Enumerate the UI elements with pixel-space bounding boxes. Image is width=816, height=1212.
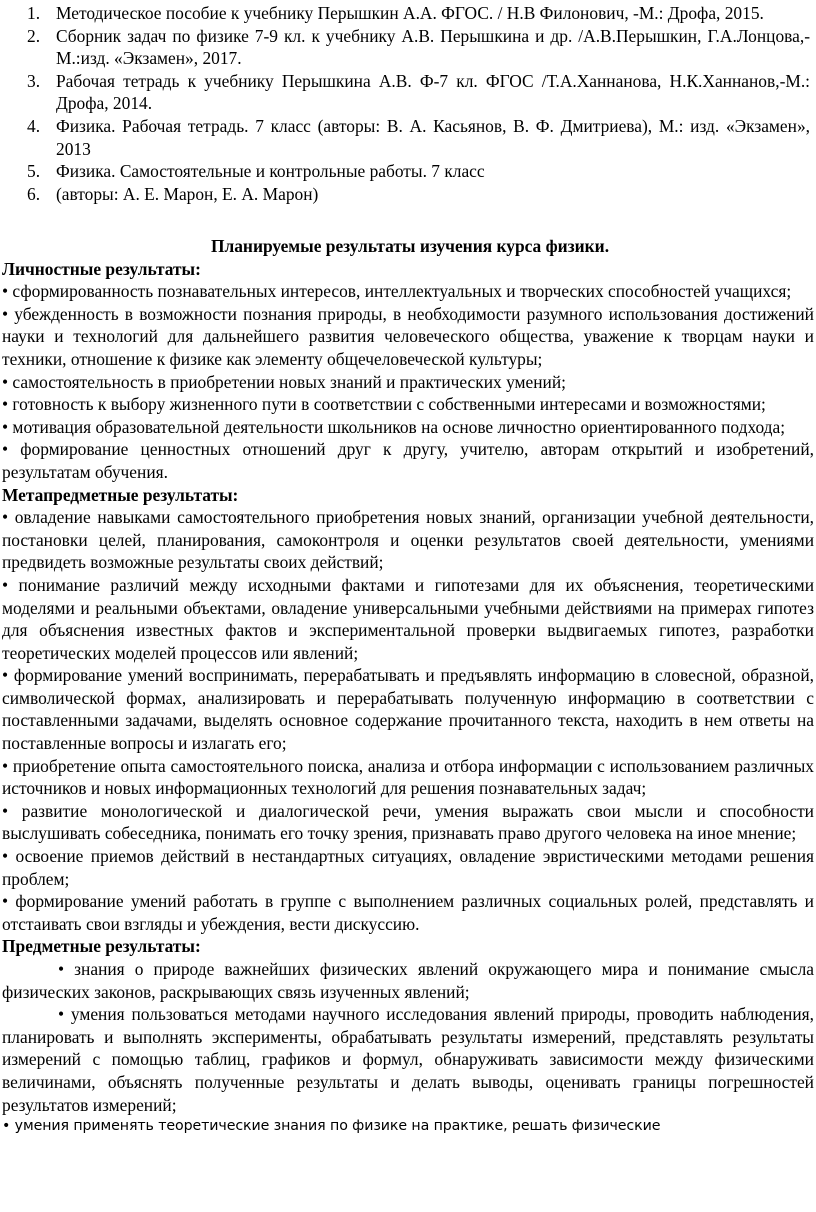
subject-result-item-partial: • умения применять теоретические знания по физике на практике, решать физические xyxy=(2,1118,661,1135)
meta-result-item: • освоение приемов действий в нестандартных ситуациях, овладение эвристическими методами решения проблем; xyxy=(2,846,814,889)
reference-list xyxy=(10,2,810,205)
reference-text: Сборник задач по физике 7-9 кл. к учебнику А.В. Перышкина и др. /А.В.Перышкин, Г.А.Лонцова,-М.:изд. «Экзамен», 2017. xyxy=(56,25,810,69)
meta-result-item: • понимание различий между исходными фактами и гипотезами для их объяснения, теоретическими моделями и реальными объектами, овладение универсальными учебными действиями на примерах гипотез для объяснения известных фактов и экспериментальной проверки выдвигаемых гипотез, разработки теоретических моделей процессов или явлений; xyxy=(2,574,814,663)
personal-result-item: • сформированность познавательных интересов, интеллектуальных и творческих способностей учащихся; xyxy=(2,281,792,302)
personal-result-item: • мотивация образовательной деятельности школьников на основе личностно ориентированного подхода; xyxy=(2,416,786,437)
personal-results-heading: Личностные результаты: xyxy=(2,258,201,279)
reference-text: Методическое пособие к учебнику Перышкин А.А. ФГОС. / Н.В Филонович, -М.: Дрофа, 2015. xyxy=(56,3,764,23)
personal-result-item: • самостоятельность в приобретении новых знаний и практических умений; xyxy=(2,371,567,392)
reference-number: 2. xyxy=(27,25,41,46)
meta-results-heading: Метапредметные результаты: xyxy=(2,484,239,505)
reference-number: 6. xyxy=(27,183,41,204)
reference-number: 5. xyxy=(27,161,41,182)
personal-result-item: • убежденность в возможности познания природы, в необходимости разумного использования достижений науки и технологий для дальнейшего развития человеческого общества, уважение к творцам науки и техники, отношение к физике как элементу общечеловеческой культуры; xyxy=(2,303,814,369)
personal-result-item: • формирование ценностных отношений друг к другу, учителю, авторам открытий и изобретений, результатам обучения. xyxy=(2,439,814,482)
reference-number: 3. xyxy=(27,70,41,91)
reference-item xyxy=(10,2,810,25)
subject-result-item: • знания о природе важнейших физических явлений окружающего мира и понимание смысла физических законов, раскрывающих связь изученных явлений; xyxy=(2,959,814,1002)
reference-text: (авторы: А. Е. Марон, Е. А. Марон) xyxy=(56,183,319,204)
subject-result-item: • умения пользоваться методами научного исследования явлений природы, проводить наблюдения, планировать и выполнять эксперименты, обрабатывать результаты измерений, представлять результаты измерений с помощью таблиц, графиков и формул, обнаруживать зависимости между физическими величинами, объяснять полученные результаты и делать выводы, оценивать границы погрешностей результатов измерений; xyxy=(2,1004,814,1115)
reference-item xyxy=(10,183,810,206)
reference-item xyxy=(10,70,810,115)
reference-number: 4. xyxy=(27,115,41,136)
page-title: Планируемые результаты изучения курса физики. xyxy=(210,236,610,256)
reference-text: Физика. Рабочая тетрадь. 7 класс (авторы: В. А. Касьянов, В. Ф. Дмитриева), М.: изд. «Экзамен», 2013 xyxy=(56,115,810,159)
reference-text: Физика. Самостоятельные и контрольные работы. 7 класс xyxy=(56,161,485,182)
results-content xyxy=(2,235,814,1136)
reference-number: 1. xyxy=(27,3,41,23)
reference-text: Рабочая тетрадь к учебнику Перышкина А.В. Ф-7 кл. ФГОС /Т.А.Ханнанова, Н.К.Ханнанов,-М.: Дрофа, 2014. xyxy=(56,70,810,114)
meta-result-item: • приобретение опыта самостоятельного поиска, анализа и отбора информации с использованием различных источников и новых информационных технологий для решения познавательных задач; xyxy=(2,755,814,799)
meta-result-item: • развитие монологической и диалогической речи, умения выражать свои мысли и способности выслушивать собеседника, понимать его точку зрения, признавать право другого человека на иное мнение; xyxy=(2,800,814,844)
reference-item xyxy=(10,25,810,70)
meta-result-item: • формирование умений воспринимать, перерабатывать и предъявлять информацию в словесной, образной, символической формах, анализировать и перерабатывать полученную информацию в соответствии с поставленными задачами, выделять основное содержание прочитанного текста, находить в нем ответы на поставленные вопросы и излагать его; xyxy=(2,665,814,754)
subject-results-heading: Предметные результаты: xyxy=(2,936,201,957)
meta-result-item: • формирование умений работать в группе с выполнением различных социальных ролей, представлять и отстаивать свои взгляды и убеждения, вести дискуссию. xyxy=(2,891,814,934)
meta-result-item: • овладение навыками самостоятельного приобретения новых знаний, организации учебной деятельности, постановки целей, планирования, самоконтроля и оценки результатов своей деятельности, умениями предвидеть возможные результаты своих действий; xyxy=(2,507,814,573)
personal-result-item: • готовность к выбору жизненного пути в соответствии с собственными интересами и возможностями; xyxy=(2,394,766,415)
reference-item xyxy=(10,115,810,160)
reference-item xyxy=(10,160,810,183)
